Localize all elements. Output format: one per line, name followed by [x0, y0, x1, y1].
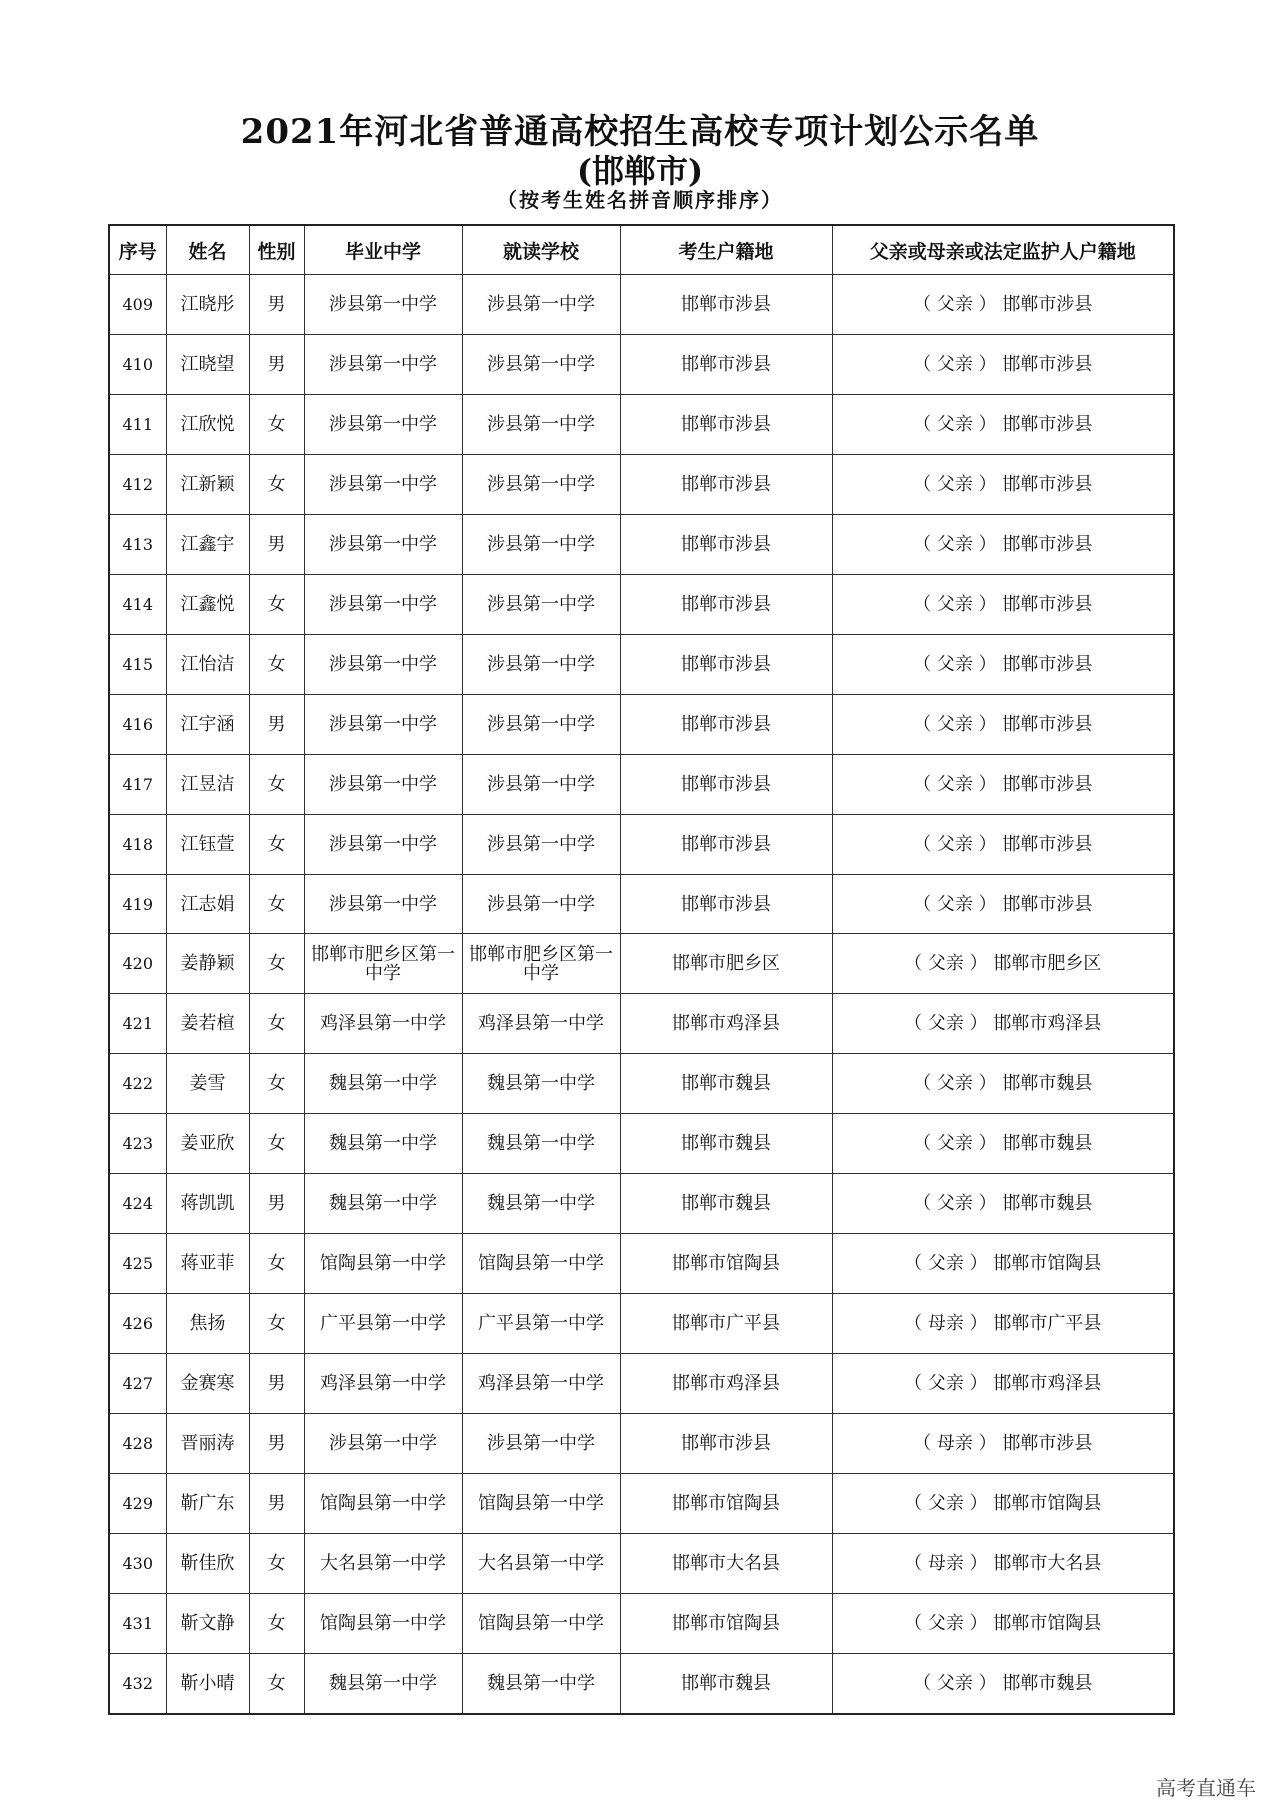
row-guardian-hukou: （ 父亲 ） 邯郸市魏县 — [832, 1653, 1174, 1714]
row-no: 431 — [109, 1593, 166, 1653]
row-current-school: 大名县第一中学 — [462, 1534, 620, 1594]
row-hukou: 邯郸市馆陶县 — [620, 1234, 832, 1294]
row-name: 江新颖 — [166, 454, 249, 514]
row-current-school: 涉县第一中学 — [462, 634, 620, 694]
table-row — [109, 1414, 1174, 1474]
page-subtitle: (邯郸市) — [576, 152, 704, 190]
row-graduated-school: 涉县第一中学 — [304, 574, 462, 634]
row-hukou: 邯郸市涉县 — [620, 394, 832, 454]
row-gender: 女 — [249, 994, 304, 1054]
row-no: 421 — [109, 994, 166, 1054]
row-no: 411 — [109, 394, 166, 454]
row-current-school: 涉县第一中学 — [462, 754, 620, 814]
row-gender: 女 — [249, 1114, 304, 1174]
row-name: 蒋亚菲 — [166, 1234, 249, 1294]
row-hukou: 邯郸市魏县 — [620, 1114, 832, 1174]
row-name: 江怡洁 — [166, 634, 249, 694]
row-hukou: 邯郸市涉县 — [620, 1414, 832, 1474]
row-guardian-hukou: （ 父亲 ） 邯郸市涉县 — [832, 814, 1174, 874]
roster-table — [108, 224, 1175, 1715]
row-gender: 女 — [249, 754, 304, 814]
row-graduated-school: 涉县第一中学 — [304, 814, 462, 874]
row-no: 413 — [109, 514, 166, 574]
row-hukou: 邯郸市广平县 — [620, 1294, 832, 1354]
row-current-school: 涉县第一中学 — [462, 454, 620, 514]
table-row — [109, 1234, 1174, 1294]
row-hukou: 邯郸市魏县 — [620, 1054, 832, 1114]
row-graduated-school: 涉县第一中学 — [304, 874, 462, 934]
row-name: 姜静颖 — [166, 934, 249, 994]
row-guardian-hukou: （ 父亲 ） 邯郸市涉县 — [832, 454, 1174, 514]
row-current-school: 魏县第一中学 — [462, 1114, 620, 1174]
row-hukou: 邯郸市涉县 — [620, 275, 832, 335]
sort-note: （按考生姓名拼音顺序排序） — [497, 188, 783, 212]
row-guardian-hukou: （ 父亲 ） 邯郸市涉县 — [832, 694, 1174, 754]
row-guardian-hukou: （ 父亲 ） 邯郸市鸡泽县 — [832, 994, 1174, 1054]
row-graduated-school: 涉县第一中学 — [304, 454, 462, 514]
row-hukou: 邯郸市鸡泽县 — [620, 1354, 832, 1414]
column-header-hukou: 考生户籍地 — [620, 225, 832, 275]
row-no: 425 — [109, 1234, 166, 1294]
row-gender: 女 — [249, 1294, 304, 1354]
row-graduated-school: 魏县第一中学 — [304, 1114, 462, 1174]
row-gender: 女 — [249, 1653, 304, 1714]
row-graduated-school: 大名县第一中学 — [304, 1534, 462, 1594]
row-guardian-hukou: （ 父亲 ） 邯郸市涉县 — [832, 634, 1174, 694]
row-graduated-school: 涉县第一中学 — [304, 1414, 462, 1474]
row-gender: 女 — [249, 574, 304, 634]
row-no: 418 — [109, 814, 166, 874]
row-name: 姜若楦 — [166, 994, 249, 1054]
row-current-school: 涉县第一中学 — [462, 814, 620, 874]
row-gender: 女 — [249, 874, 304, 934]
table-row — [109, 1593, 1174, 1653]
row-current-school: 涉县第一中学 — [462, 574, 620, 634]
row-graduated-school: 鸡泽县第一中学 — [304, 1354, 462, 1414]
table-row — [109, 394, 1174, 454]
table-row — [109, 1474, 1174, 1534]
row-gender: 女 — [249, 394, 304, 454]
row-name: 姜雪 — [166, 1054, 249, 1114]
row-no: 427 — [109, 1354, 166, 1414]
row-current-school: 涉县第一中学 — [462, 874, 620, 934]
row-graduated-school: 广平县第一中学 — [304, 1294, 462, 1354]
row-current-school: 魏县第一中学 — [462, 1174, 620, 1234]
row-gender: 男 — [249, 1414, 304, 1474]
row-guardian-hukou: （ 父亲 ） 邯郸市涉县 — [832, 574, 1174, 634]
row-gender: 女 — [249, 814, 304, 874]
table-row — [109, 634, 1174, 694]
row-hukou: 邯郸市涉县 — [620, 814, 832, 874]
table-row — [109, 514, 1174, 574]
table-row — [109, 574, 1174, 634]
row-gender: 男 — [249, 1174, 304, 1234]
row-hukou: 邯郸市魏县 — [620, 1653, 832, 1714]
row-hukou: 邯郸市馆陶县 — [620, 1593, 832, 1653]
row-guardian-hukou: （ 父亲 ） 邯郸市涉县 — [832, 275, 1174, 335]
row-current-school: 馆陶县第一中学 — [462, 1593, 620, 1653]
row-no: 429 — [109, 1474, 166, 1534]
row-current-school: 广平县第一中学 — [462, 1294, 620, 1354]
row-hukou: 邯郸市馆陶县 — [620, 1474, 832, 1534]
table-row — [109, 754, 1174, 814]
column-header-name: 姓名 — [166, 225, 249, 275]
row-hukou: 邯郸市涉县 — [620, 514, 832, 574]
row-name: 江晓彤 — [166, 275, 249, 335]
row-gender: 男 — [249, 514, 304, 574]
row-hukou: 邯郸市肥乡区 — [620, 934, 832, 994]
row-gender: 女 — [249, 934, 304, 994]
column-header-guardian-hukou: 父亲或母亲或法定监护人户籍地 — [832, 225, 1174, 275]
row-hukou: 邯郸市魏县 — [620, 1174, 832, 1234]
row-guardian-hukou: （ 父亲 ） 邯郸市涉县 — [832, 394, 1174, 454]
row-name: 金赛寒 — [166, 1354, 249, 1414]
table-row — [109, 934, 1174, 994]
row-no: 412 — [109, 454, 166, 514]
table-row — [109, 1534, 1174, 1594]
row-graduated-school: 涉县第一中学 — [304, 514, 462, 574]
table-row — [109, 334, 1174, 394]
row-guardian-hukou: （ 母亲 ） 邯郸市广平县 — [832, 1294, 1174, 1354]
row-no: 420 — [109, 934, 166, 994]
row-current-school: 魏县第一中学 — [462, 1054, 620, 1114]
row-guardian-hukou: （ 父亲 ） 邯郸市魏县 — [832, 1054, 1174, 1114]
row-no: 426 — [109, 1294, 166, 1354]
row-no: 417 — [109, 754, 166, 814]
table-row — [109, 454, 1174, 514]
row-gender: 女 — [249, 1593, 304, 1653]
row-no: 419 — [109, 874, 166, 934]
row-current-school: 鸡泽县第一中学 — [462, 994, 620, 1054]
row-hukou: 邯郸市涉县 — [620, 574, 832, 634]
row-gender: 女 — [249, 1534, 304, 1594]
row-current-school: 馆陶县第一中学 — [462, 1234, 620, 1294]
table-row — [109, 1354, 1174, 1414]
row-guardian-hukou: （ 父亲 ） 邯郸市涉县 — [832, 874, 1174, 934]
row-current-school: 鸡泽县第一中学 — [462, 1354, 620, 1414]
row-graduated-school: 涉县第一中学 — [304, 634, 462, 694]
table-row — [109, 994, 1174, 1054]
row-hukou: 邯郸市涉县 — [620, 634, 832, 694]
row-no: 424 — [109, 1174, 166, 1234]
row-current-school: 馆陶县第一中学 — [462, 1474, 620, 1534]
table-row — [109, 694, 1174, 754]
row-graduated-school: 涉县第一中学 — [304, 754, 462, 814]
row-graduated-school: 涉县第一中学 — [304, 694, 462, 754]
row-guardian-hukou: （ 父亲 ） 邯郸市涉县 — [832, 754, 1174, 814]
row-no: 423 — [109, 1114, 166, 1174]
row-gender: 女 — [249, 634, 304, 694]
row-hukou: 邯郸市鸡泽县 — [620, 994, 832, 1054]
table-row — [109, 1294, 1174, 1354]
column-header-gender: 性别 — [249, 225, 304, 275]
table-row — [109, 814, 1174, 874]
row-gender: 女 — [249, 1234, 304, 1294]
column-header-current-school: 就读学校 — [462, 225, 620, 275]
row-hukou: 邯郸市大名县 — [620, 1534, 832, 1594]
row-no: 416 — [109, 694, 166, 754]
table-row — [109, 1174, 1174, 1234]
row-guardian-hukou: （ 父亲 ） 邯郸市馆陶县 — [832, 1234, 1174, 1294]
row-name: 焦扬 — [166, 1294, 249, 1354]
row-no: 430 — [109, 1534, 166, 1594]
row-guardian-hukou: （ 父亲 ） 邯郸市鸡泽县 — [832, 1354, 1174, 1414]
row-gender: 女 — [249, 1054, 304, 1114]
row-guardian-hukou: （ 父亲 ） 邯郸市馆陶县 — [832, 1593, 1174, 1653]
row-gender: 男 — [249, 1474, 304, 1534]
page-title: 2021年河北省普通高校招生高校专项计划公示名单 — [240, 112, 1040, 152]
row-name: 江昱洁 — [166, 754, 249, 814]
watermark: 高考直通车 — [1156, 1776, 1256, 1800]
row-name: 靳广东 — [166, 1474, 249, 1534]
row-current-school: 魏县第一中学 — [462, 1653, 620, 1714]
row-name: 江志娟 — [166, 874, 249, 934]
row-graduated-school: 魏县第一中学 — [304, 1054, 462, 1114]
row-gender: 男 — [249, 275, 304, 335]
row-name: 江鑫宇 — [166, 514, 249, 574]
row-name: 靳小晴 — [166, 1653, 249, 1714]
row-graduated-school: 馆陶县第一中学 — [304, 1234, 462, 1294]
column-header-no: 序号 — [109, 225, 166, 275]
row-name: 江钰萱 — [166, 814, 249, 874]
row-current-school: 涉县第一中学 — [462, 334, 620, 394]
row-no: 409 — [109, 275, 166, 335]
row-name: 江晓望 — [166, 334, 249, 394]
table-row — [109, 1114, 1174, 1174]
table-row — [109, 1653, 1174, 1714]
row-gender: 女 — [249, 454, 304, 514]
row-current-school: 涉县第一中学 — [462, 514, 620, 574]
row-name: 江欣悦 — [166, 394, 249, 454]
row-name: 晋丽涛 — [166, 1414, 249, 1474]
table-header-row — [109, 225, 1174, 275]
row-graduated-school: 涉县第一中学 — [304, 394, 462, 454]
row-guardian-hukou: （ 母亲 ） 邯郸市大名县 — [832, 1534, 1174, 1594]
row-graduated-school: 涉县第一中学 — [304, 334, 462, 394]
row-name: 姜亚欣 — [166, 1114, 249, 1174]
table-row — [109, 275, 1174, 335]
row-graduated-school: 馆陶县第一中学 — [304, 1593, 462, 1653]
row-guardian-hukou: （ 父亲 ） 邯郸市魏县 — [832, 1114, 1174, 1174]
row-guardian-hukou: （ 父亲 ） 邯郸市涉县 — [832, 334, 1174, 394]
table-row — [109, 1054, 1174, 1114]
row-gender: 男 — [249, 334, 304, 394]
row-no: 432 — [109, 1653, 166, 1714]
row-hukou: 邯郸市涉县 — [620, 694, 832, 754]
row-current-school: 涉县第一中学 — [462, 275, 620, 335]
row-hukou: 邯郸市涉县 — [620, 754, 832, 814]
row-no: 415 — [109, 634, 166, 694]
row-guardian-hukou: （ 父亲 ） 邯郸市肥乡区 — [832, 934, 1174, 994]
row-name: 江宇涵 — [166, 694, 249, 754]
row-guardian-hukou: （ 父亲 ） 邯郸市魏县 — [832, 1174, 1174, 1234]
row-name: 靳文静 — [166, 1593, 249, 1653]
row-hukou: 邯郸市涉县 — [620, 454, 832, 514]
row-hukou: 邯郸市涉县 — [620, 874, 832, 934]
row-graduated-school: 魏县第一中学 — [304, 1653, 462, 1714]
row-guardian-hukou: （ 父亲 ） 邯郸市馆陶县 — [832, 1474, 1174, 1534]
row-no: 422 — [109, 1054, 166, 1114]
column-header-graduated-school: 毕业中学 — [304, 225, 462, 275]
row-gender: 男 — [249, 694, 304, 754]
row-current-school: 邯郸市肥乡区第一中学 — [462, 934, 620, 994]
row-gender: 男 — [249, 1354, 304, 1414]
row-no: 410 — [109, 334, 166, 394]
table-row — [109, 874, 1174, 934]
row-no: 428 — [109, 1414, 166, 1474]
row-no: 414 — [109, 574, 166, 634]
row-name: 靳佳欣 — [166, 1534, 249, 1594]
row-hukou: 邯郸市涉县 — [620, 334, 832, 394]
row-graduated-school: 鸡泽县第一中学 — [304, 994, 462, 1054]
row-name: 江鑫悦 — [166, 574, 249, 634]
row-current-school: 涉县第一中学 — [462, 694, 620, 754]
row-graduated-school: 邯郸市肥乡区第一中学 — [304, 934, 462, 994]
row-current-school: 涉县第一中学 — [462, 394, 620, 454]
row-graduated-school: 魏县第一中学 — [304, 1174, 462, 1234]
row-current-school: 涉县第一中学 — [462, 1414, 620, 1474]
row-graduated-school: 馆陶县第一中学 — [304, 1474, 462, 1534]
row-guardian-hukou: （ 父亲 ） 邯郸市涉县 — [832, 514, 1174, 574]
row-graduated-school: 涉县第一中学 — [304, 275, 462, 335]
row-name: 蒋凯凯 — [166, 1174, 249, 1234]
row-guardian-hukou: （ 母亲 ） 邯郸市涉县 — [832, 1414, 1174, 1474]
